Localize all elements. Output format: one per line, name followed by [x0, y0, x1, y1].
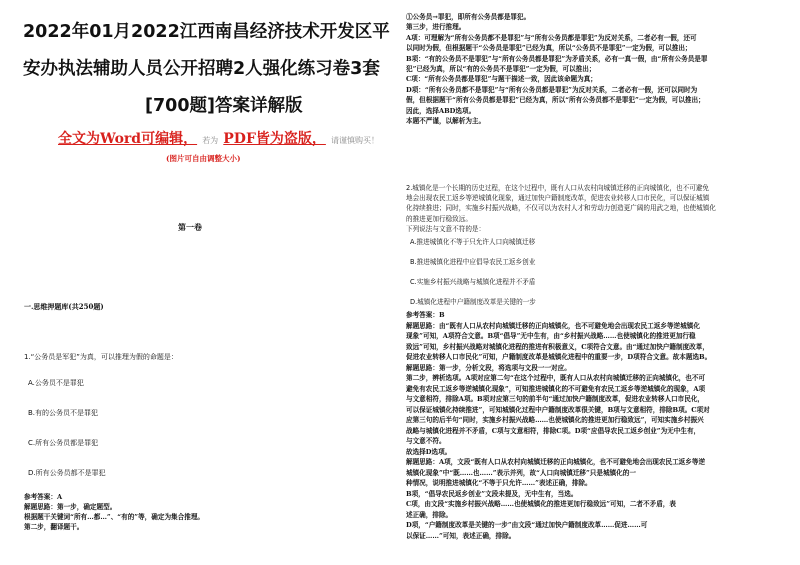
answer-line: 参考答案：A	[24, 493, 63, 501]
answer-line: 解题思路：第一步，确定题型。	[24, 503, 117, 511]
question-1-option-d: D.所有公务员都不是罪犯	[28, 469, 106, 477]
explanation-line: B项：“有的公务员不是罪犯”与“所有公务员都是罪犯”为矛盾关系，必有一真一假，由“所有公务员是罪	[406, 54, 708, 63]
question-2-stem-line: 2.城镇化是一个长期的历史过程，在这个过程中，既有人口从农村向城镇迁移的正向城镇化，也不可避免	[406, 184, 710, 192]
explanation-line: 犯”已经为真，所以“有的公务员不是罪犯”一定为假，可以推出；	[406, 65, 596, 73]
explanation-line: 第三步，进行推理。	[406, 23, 466, 32]
question-2-answer-line: 述正确，排除。	[406, 510, 453, 519]
question-2-option: A.推进城镇化不等于只允许人口向城镇迁移	[410, 238, 536, 246]
question-2-answer-line: 应第三句的后半句“同时，实施乡村振兴战略……也使城镇化的推进更加行稳致远”，可知实施乡村振兴	[406, 416, 704, 424]
question-2-answer-line: 参考答案：B	[406, 311, 445, 319]
explanation-line: 因此，选择ABD选项。	[406, 106, 476, 115]
question-1-stem: 1.“公务员是军犯”为真，可以推理为假的命题是：	[24, 353, 178, 361]
section-heading: 一.思维押题库(共250题)	[24, 302, 104, 311]
banner-pdf-pirated: PDF皆为盗版，	[223, 131, 326, 147]
explanation-line: 本题不严谨，以解析为主。	[406, 117, 486, 125]
explanation-line: 以同时为假，但根据题干“公务员是罪犯”已经为真，所以“公务员不是罪犯”一定为假，可以推出；	[406, 44, 692, 53]
volume-heading: 第一卷	[178, 222, 202, 232]
question-2-answer-line: 可以保证城镇化持续推进”，可知城镇化过程中户籍制度改革很关键，B项与文意相符，排除B项。C项对	[406, 405, 710, 414]
question-2-answer-line: D项，“户籍制度改革是关键的一步”由文段“通过加快户籍制度改革……促进……可	[406, 521, 648, 529]
copy-banner	[58, 128, 379, 148]
question-2-answer-line: 避免有农民工返乡等逆城镇化现象”，可知推进城镇化的不可避免有农民工返乡等逆城镇化的现象，A项	[406, 384, 706, 393]
right-page	[400, 0, 800, 565]
question-2-answer-line: 与文意相符，排除A项。B项对应第三句的前半句“通过加快户籍制度改革，促进农业转移人口市民化，	[406, 395, 705, 403]
answer-line: 第二步，翻译题干。	[24, 523, 84, 531]
question-2-answer-line: 促进农业转移人口市民化”可知，户籍制度改革是城镇化进程中的重要一步，D项符合文意。故本题选B。	[406, 353, 712, 361]
question-2-answer-line: 种情况，说明推进城镇化“不等于只允许……”表述正确，排除。	[406, 479, 592, 487]
question-2-stem-line: 化持续推进；同时，实施乡村振兴战略，不仅可以为农村人才和劳动力创造更广阔的用武之地，也使城镇化	[406, 204, 716, 213]
question-2-answer-line: 故选择D选项。	[406, 447, 452, 456]
question-2-option: D.城镇化进程中户籍制度改革是关键的一步	[410, 298, 536, 306]
banner-small-1: 若为	[202, 136, 219, 145]
question-2-answer-line: 第二步，辨析选项。A项对应第二句“在这个过程中，既有人口从农村向城镇迁移的正向城镇化，也不可	[406, 374, 706, 382]
banner-small-2: 请谨慎购买！	[330, 136, 379, 145]
doc-title-line-2: 安办执法辅助人员公开招聘2人强化练习卷3套	[23, 59, 380, 79]
question-2-stem-line: 地会出现农民工返乡等逆城镇化现象，通过加快户籍制度改革，促进农业转移人口市民化，可以保证城镇	[406, 194, 710, 203]
question-1-option-b: B.有的公务员不是罪犯	[28, 409, 99, 417]
question-2-answer-line: 解题思路：第一步，分析文段，将选项与文段一一对应。	[406, 363, 571, 372]
question-2-stem-line: 的推进更加行稳致远。	[406, 214, 472, 223]
question-2-answer-line: 战略与城镇化进程并不矛盾，C项与文意相符，排除C项。D项“应倡导农民工返乡创业”为无中生有，	[406, 426, 701, 435]
question-2-option: B.推进城镇化进程中应倡导农民工返乡创业	[410, 258, 536, 266]
explanation-line: C项：“所有公务员都是罪犯”与题干描述一致，因此该命题为真；	[406, 75, 597, 84]
question-2-answer-line: B项，“倡导农民返乡创业”文段未提及，无中生有，当选。	[406, 489, 578, 498]
question-2-stem-line: 下列说法与文意不符的是：	[406, 224, 486, 233]
question-2-answer-line: 与文意不符。	[406, 437, 446, 445]
banner-word-editable: 全文为Word可编辑，	[58, 131, 198, 147]
question-2-answer-line: 解题思路：由“既有人口从农村向城镇迁移的正向城镇化，也不可避免地会出现农民工返乡等逆城镇化	[406, 321, 700, 330]
doc-title-line-3: [700题]答案详解版	[145, 96, 303, 116]
question-2-answer-line: C项，由文段“实施乡村振兴战略……也使城镇化的推进更加行稳致远”可知，二者不矛盾，表	[406, 500, 676, 508]
explanation-line: ①公务员→罪犯，即所有公务员都是罪犯。	[406, 13, 531, 21]
explanation-line: D项：“所有公务员都不是罪犯”与“所有公务员都是罪犯”为反对关系，二者必有一假，还可以同时为	[406, 85, 698, 94]
answer-line: 根据题干关键词“所有…都…”、“有的”等，确定为集合推理。	[24, 513, 205, 521]
explanation-line: A项：可理解为“所有公务员都不是罪犯”与“所有公务员都是罪犯”为反对关系，二者必有一假，还可	[406, 33, 697, 42]
question-1-option-a: A.公务员不是罪犯	[28, 379, 84, 387]
question-1-option-c: C.所有公务员都是罪犯	[28, 439, 99, 447]
question-2-answer-line: 现象”可知，A项符合文意。B项“倡导”无中生有，由“乡村振兴战略……也使城镇化的推进更加行稳	[406, 332, 696, 340]
subtitle-image-note: (图片可自由调整大小)	[166, 154, 241, 163]
question-2-answer-line: 以保证……”可知，表述正确，排除。	[406, 531, 516, 540]
question-2-answer-line: 城镇化现象”中“既……也……”表示并列，故“人口向城镇迁移”只是城镇化的一	[406, 468, 636, 477]
question-2-option: C.实施乡村振兴战略与城镇化进程并不矛盾	[410, 278, 536, 286]
doc-title-line-1: 2022年01月2022江西南昌经济技术开发区平	[23, 22, 390, 42]
question-2-answer-line: 致远”可知，乡村振兴战略对城镇化进程的推进有积极意义，C项符合文意。由“通过加快户籍制度改革，	[406, 342, 709, 351]
question-2-answer-line: 解题思路：A项，文段“既有人口从农村向城镇迁移的正向城镇化，也不可避免地会出现农民工返乡等逆	[406, 458, 706, 466]
explanation-line: 假，但根据题干“所有公务员都是罪犯”已经为真，所以“所有公务员都不是罪犯”一定为假，可以推出；	[406, 96, 705, 105]
